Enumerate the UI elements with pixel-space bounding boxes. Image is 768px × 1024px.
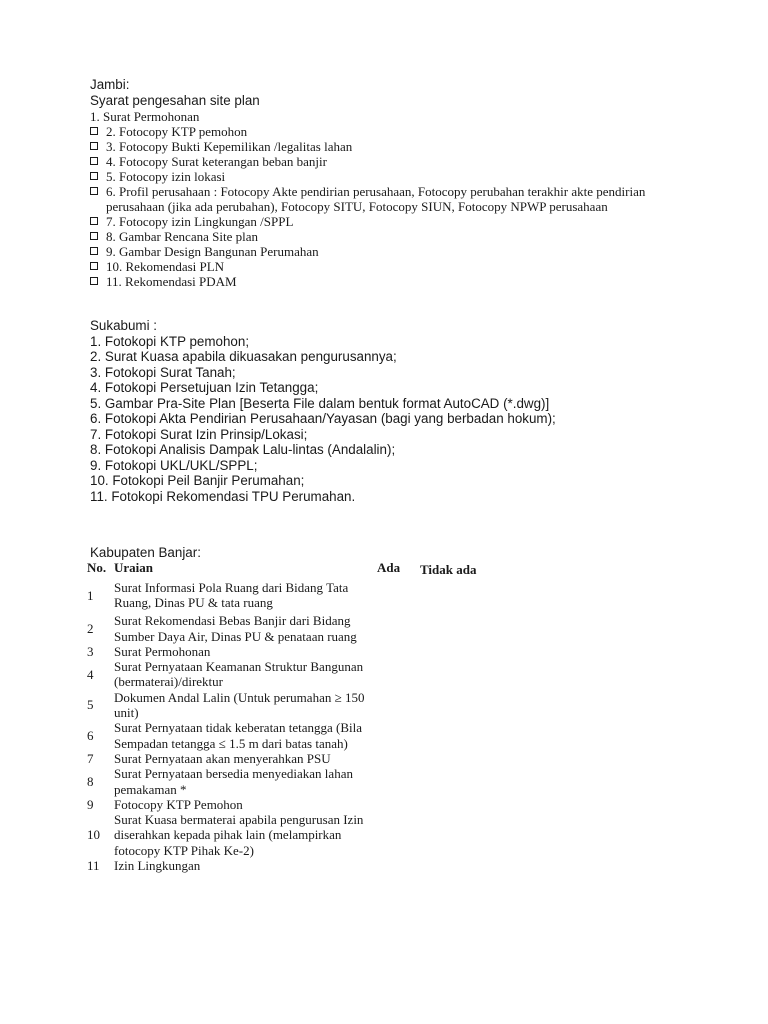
checklist-item-text: 3. Fotocopy Bukti Kepemilikan /legalitas lahan <box>106 139 353 154</box>
banjar-title: Kabupaten Banjar: <box>90 545 201 560</box>
row-ada <box>374 751 417 766</box>
row-number: 11 <box>87 858 100 874</box>
jambi-section <box>90 77 690 289</box>
table-row <box>84 766 484 797</box>
checklist-item <box>90 229 690 244</box>
row-ada <box>374 797 417 812</box>
checkbox-icon <box>90 247 98 255</box>
row-number: 10 <box>87 827 100 843</box>
row-uraian: Surat Kuasa bermaterai apabila pengurusan Izin diserahkan kepada pihak lain (melampirkan fotocopy KTP Pihak Ke-2) <box>114 812 364 858</box>
checkbox-icon <box>90 232 98 240</box>
row-number: 7 <box>87 750 94 766</box>
checklist-item-text: 7. Fotocopy izin Lingkungan /SPPL <box>106 214 294 229</box>
list-item: 4. Fotokopi Persetujuan Izin Tetangga; <box>90 380 319 395</box>
row-uraian: Surat Pernyataan akan menyerahkan PSU <box>114 750 331 766</box>
checklist-item <box>90 154 690 169</box>
row-ada <box>374 690 417 721</box>
row-uraian: Surat Permohonan <box>114 643 211 659</box>
checkbox-icon <box>90 187 98 195</box>
list-item: 7. Fotokopi Surat Izin Prinsip/Lokasi; <box>90 426 308 442</box>
checkbox-icon <box>90 172 98 180</box>
row-tidak-ada <box>417 797 484 812</box>
row-ada <box>374 613 417 644</box>
checkbox-icon <box>90 262 98 270</box>
jambi-title: Jambi: <box>90 77 130 92</box>
jambi-subtitle: Syarat pengesahan site plan <box>90 93 260 108</box>
row-tidak-ada <box>417 858 484 873</box>
row-uraian: Surat Informasi Pola Ruang dari Bidang Tata Ruang, Dinas PU & tata ruang <box>114 580 349 611</box>
row-tidak-ada <box>417 720 484 751</box>
row-tidak-ada <box>417 751 484 766</box>
row-number: 1 <box>87 587 94 603</box>
list-item: 3. Fotokopi Surat Tanah; <box>90 364 236 380</box>
list-item: 10. Fotokopi Peil Banjir Perumahan; <box>90 473 305 488</box>
row-number: 2 <box>87 620 94 636</box>
row-tidak-ada <box>417 812 484 858</box>
sukabumi-section <box>90 318 570 504</box>
row-tidak-ada <box>417 690 484 721</box>
sukabumi-list <box>90 334 570 505</box>
jambi-checklist <box>90 124 690 289</box>
row-number: 4 <box>87 666 94 682</box>
column-header-uraian: Uraian <box>114 560 153 575</box>
list-item: 6. Fotokopi Akta Pendirian Perusahaan/Yayasan (bagi yang berbadan hokum); <box>90 411 556 426</box>
row-ada <box>374 577 417 613</box>
checklist-item-text: 5. Fotocopy izin lokasi <box>106 169 226 184</box>
row-uraian: Izin Lingkungan <box>114 858 201 874</box>
list-item: 5. Gambar Pra-Site Plan [Beserta File dalam bentuk format AutoCAD (*.dwg)] <box>90 395 550 411</box>
column-header-tidak-ada: Tidak ada <box>420 562 477 577</box>
list-item: 2. Surat Kuasa apabila dikuasakan pengurusannya; <box>90 349 397 364</box>
row-ada <box>374 720 417 751</box>
checkbox-icon <box>90 127 98 135</box>
row-ada <box>374 858 417 873</box>
table-row <box>84 659 484 690</box>
checklist-item <box>90 139 690 154</box>
row-tidak-ada <box>417 577 484 613</box>
checklist-item-text: 10. Rekomendasi PLN <box>106 259 225 274</box>
row-uraian: Surat Rekomendasi Bebas Banjir dari Bidang Sumber Daya Air, Dinas PU & penataan ruang <box>114 613 357 644</box>
row-number: 5 <box>87 697 94 713</box>
checklist-item <box>90 214 690 229</box>
checklist-item-text: 11. Rekomendasi PDAM <box>106 274 237 289</box>
checklist-item-text: 8. Gambar Rencana Site plan <box>106 229 258 244</box>
checklist-item <box>90 259 690 274</box>
banjar-requirements-table <box>84 560 484 873</box>
checklist-item-text: 6. Profil perusahaan : Fotocopy Akte pendirian perusahaan, Fotocopy perubahan terakhir akte pendirian perusahaan (jika ada perubahan), Fotocopy SITU, Fotocopy SIUN, Fotocopy NPWP perusahaan <box>106 184 646 214</box>
table-row <box>84 812 484 858</box>
checkbox-icon <box>90 157 98 165</box>
row-uraian: Surat Pernyataan bersedia menyediakan lahan pemakaman * <box>114 766 353 797</box>
column-header-no: No. <box>87 560 107 575</box>
row-uraian: Surat Pernyataan tidak keberatan tetangga (Bila Sempadan tetangga ≤ 1.5 m dari batas tanah) <box>114 720 362 751</box>
row-tidak-ada <box>417 644 484 659</box>
checklist-item-text: 9. Gambar Design Bangunan Perumahan <box>106 244 319 259</box>
row-ada <box>374 766 417 797</box>
table-row <box>84 644 484 659</box>
table-row <box>84 858 484 873</box>
row-ada <box>374 659 417 690</box>
table-row <box>84 577 484 613</box>
table-row <box>84 613 484 644</box>
table-row <box>84 720 484 751</box>
row-number: 8 <box>87 773 94 789</box>
checkbox-icon <box>90 277 98 285</box>
row-ada <box>374 644 417 659</box>
sukabumi-title: Sukabumi : <box>90 318 157 333</box>
table-row <box>84 751 484 766</box>
table-header-row <box>84 560 484 577</box>
row-number: 3 <box>87 643 94 659</box>
row-uraian: Surat Pernyataan Keamanan Struktur Bangunan (bermaterai)/direktur <box>114 659 364 690</box>
checklist-item <box>90 244 690 259</box>
list-item: 8. Fotokopi Analisis Dampak Lalu-lintas (Andalalin); <box>90 442 396 457</box>
column-header-ada: Ada <box>377 560 401 575</box>
row-ada <box>374 812 417 858</box>
row-number: 9 <box>87 796 94 812</box>
table-row <box>84 690 484 721</box>
list-item: 9. Fotokopi UKL/UKL/SPPL; <box>90 457 258 473</box>
row-tidak-ada <box>417 659 484 690</box>
row-tidak-ada <box>417 613 484 644</box>
checklist-item <box>90 274 690 289</box>
row-tidak-ada <box>417 766 484 797</box>
row-number: 6 <box>87 728 94 744</box>
checklist-item <box>90 169 690 184</box>
table-row <box>84 797 484 812</box>
list-item: 1. Fotokopi KTP pemohon; <box>90 333 250 349</box>
checklist-item <box>90 124 690 139</box>
row-uraian: Fotocopy KTP Pemohon <box>114 796 243 812</box>
checklist-item-text: 4. Fotocopy Surat keterangan beban banjir <box>106 154 327 169</box>
jambi-first-item: 1. Surat Permohonan <box>90 109 200 124</box>
checklist-item-text: 2. Fotocopy KTP pemohon <box>106 124 248 139</box>
checklist-item <box>90 184 690 214</box>
checkbox-icon <box>90 217 98 225</box>
list-item: 11. Fotokopi Rekomendasi TPU Perumahan. <box>90 488 356 504</box>
row-uraian: Dokumen Andal Lalin (Untuk perumahan ≥ 150 unit) <box>114 689 365 721</box>
checkbox-icon <box>90 142 98 150</box>
